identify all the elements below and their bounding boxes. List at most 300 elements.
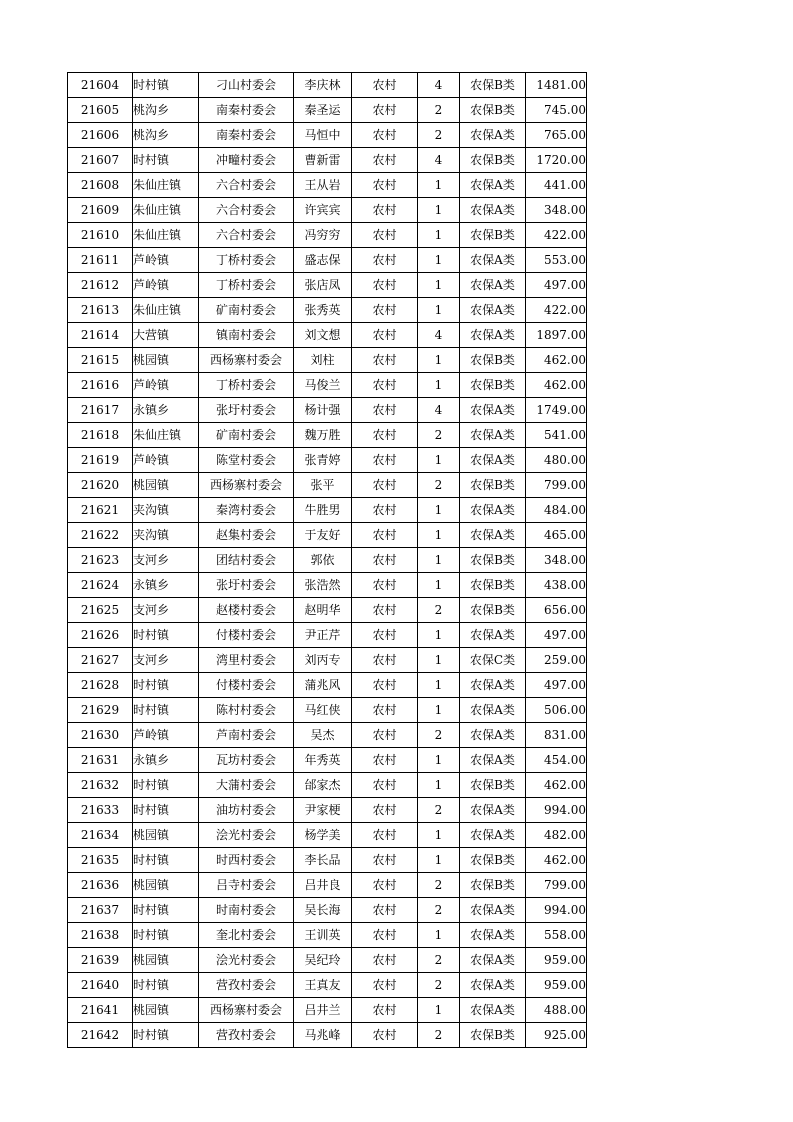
table-row	[68, 848, 587, 873]
table-row	[68, 98, 587, 123]
amount-cell: 497.00	[526, 273, 587, 298]
village-committee-cell: 大蒲村委会	[199, 773, 294, 798]
member-count-cell: 2	[418, 423, 460, 448]
amount-cell: 465.00	[526, 523, 587, 548]
village-committee-cell: 六合村委会	[199, 198, 294, 223]
row-id-cell: 21612	[68, 273, 133, 298]
insurance-category-cell: 农保A类	[460, 298, 526, 323]
person-name-cell: 于友好	[294, 523, 352, 548]
row-id-cell: 21604	[68, 73, 133, 98]
table-row	[68, 123, 587, 148]
insurance-category-cell: 农保A类	[460, 898, 526, 923]
village-committee-cell: 刁山村委会	[199, 73, 294, 98]
row-id-cell: 21634	[68, 823, 133, 848]
household-type-cell: 农村	[352, 923, 418, 948]
village-committee-cell: 矿南村委会	[199, 298, 294, 323]
person-name-cell: 李庆林	[294, 73, 352, 98]
amount-cell: 553.00	[526, 248, 587, 273]
row-id-cell: 21608	[68, 173, 133, 198]
household-type-cell: 农村	[352, 198, 418, 223]
data-table	[67, 72, 587, 1048]
household-type-cell: 农村	[352, 648, 418, 673]
insurance-category-cell: 农保A类	[460, 173, 526, 198]
insurance-category-cell: 农保A类	[460, 948, 526, 973]
insurance-category-cell: 农保B类	[460, 223, 526, 248]
insurance-category-cell: 农保B类	[460, 598, 526, 623]
village-committee-cell: 丁桥村委会	[199, 273, 294, 298]
amount-cell: 994.00	[526, 798, 587, 823]
row-id-cell: 21639	[68, 948, 133, 973]
amount-cell: 1720.00	[526, 148, 587, 173]
person-name-cell: 马恒中	[294, 123, 352, 148]
row-id-cell: 21641	[68, 998, 133, 1023]
household-type-cell: 农村	[352, 598, 418, 623]
table-row	[68, 623, 587, 648]
person-name-cell: 曹新雷	[294, 148, 352, 173]
member-count-cell: 1	[418, 173, 460, 198]
table-row	[68, 948, 587, 973]
member-count-cell: 1	[418, 623, 460, 648]
insurance-category-cell: 农保A类	[460, 923, 526, 948]
household-type-cell: 农村	[352, 523, 418, 548]
household-type-cell: 农村	[352, 398, 418, 423]
member-count-cell: 1	[418, 448, 460, 473]
insurance-category-cell: 农保B类	[460, 473, 526, 498]
member-count-cell: 1	[418, 373, 460, 398]
household-type-cell: 农村	[352, 348, 418, 373]
amount-cell: 480.00	[526, 448, 587, 473]
village-committee-cell: 西杨寨村委会	[199, 348, 294, 373]
household-type-cell: 农村	[352, 223, 418, 248]
town-cell: 时村镇	[133, 73, 199, 98]
amount-cell: 959.00	[526, 948, 587, 973]
member-count-cell: 4	[418, 148, 460, 173]
row-id-cell: 21623	[68, 548, 133, 573]
amount-cell: 422.00	[526, 298, 587, 323]
table-row	[68, 548, 587, 573]
village-committee-cell: 矿南村委会	[199, 423, 294, 448]
household-type-cell: 农村	[352, 948, 418, 973]
row-id-cell: 21636	[68, 873, 133, 898]
row-id-cell: 21618	[68, 423, 133, 448]
person-name-cell: 吕井良	[294, 873, 352, 898]
household-type-cell: 农村	[352, 823, 418, 848]
town-cell: 时村镇	[133, 698, 199, 723]
insurance-category-cell: 农保A类	[460, 523, 526, 548]
amount-cell: 484.00	[526, 498, 587, 523]
household-type-cell: 农村	[352, 173, 418, 198]
member-count-cell: 2	[418, 123, 460, 148]
member-count-cell: 1	[418, 223, 460, 248]
insurance-category-cell: 农保B类	[460, 98, 526, 123]
village-committee-cell: 六合村委会	[199, 173, 294, 198]
person-name-cell: 王训英	[294, 923, 352, 948]
household-type-cell: 农村	[352, 673, 418, 698]
insurance-category-cell: 农保A类	[460, 723, 526, 748]
row-id-cell: 21613	[68, 298, 133, 323]
town-cell: 朱仙庄镇	[133, 223, 199, 248]
person-name-cell: 尹正芹	[294, 623, 352, 648]
member-count-cell: 1	[418, 248, 460, 273]
village-committee-cell: 六合村委会	[199, 223, 294, 248]
town-cell: 永镇乡	[133, 573, 199, 598]
town-cell: 芦岭镇	[133, 248, 199, 273]
insurance-category-cell: 农保B类	[460, 1023, 526, 1048]
table-row	[68, 823, 587, 848]
insurance-category-cell: 农保A类	[460, 198, 526, 223]
town-cell: 支河乡	[133, 598, 199, 623]
town-cell: 时村镇	[133, 623, 199, 648]
person-name-cell: 刘文想	[294, 323, 352, 348]
member-count-cell: 4	[418, 323, 460, 348]
amount-cell: 831.00	[526, 723, 587, 748]
table-row	[68, 348, 587, 373]
table-row	[68, 248, 587, 273]
town-cell: 永镇乡	[133, 398, 199, 423]
amount-cell: 497.00	[526, 673, 587, 698]
member-count-cell: 1	[418, 748, 460, 773]
person-name-cell: 魏万胜	[294, 423, 352, 448]
person-name-cell: 张秀英	[294, 298, 352, 323]
member-count-cell: 1	[418, 498, 460, 523]
village-committee-cell: 奎北村委会	[199, 923, 294, 948]
village-committee-cell: 陈堂村委会	[199, 448, 294, 473]
town-cell: 朱仙庄镇	[133, 198, 199, 223]
table-row	[68, 398, 587, 423]
row-id-cell: 21605	[68, 98, 133, 123]
member-count-cell: 2	[418, 98, 460, 123]
household-type-cell: 农村	[352, 623, 418, 648]
village-committee-cell: 张圩村委会	[199, 398, 294, 423]
household-type-cell: 农村	[352, 723, 418, 748]
person-name-cell: 盛志保	[294, 248, 352, 273]
village-committee-cell: 时西村委会	[199, 848, 294, 873]
household-type-cell: 农村	[352, 973, 418, 998]
amount-cell: 541.00	[526, 423, 587, 448]
person-name-cell: 张店凤	[294, 273, 352, 298]
row-id-cell: 21619	[68, 448, 133, 473]
row-id-cell: 21617	[68, 398, 133, 423]
table-row	[68, 798, 587, 823]
town-cell: 时村镇	[133, 673, 199, 698]
town-cell: 大营镇	[133, 323, 199, 348]
row-id-cell: 21629	[68, 698, 133, 723]
amount-cell: 799.00	[526, 873, 587, 898]
household-type-cell: 农村	[352, 448, 418, 473]
person-name-cell: 王真友	[294, 973, 352, 998]
town-cell: 永镇乡	[133, 748, 199, 773]
member-count-cell: 1	[418, 273, 460, 298]
amount-cell: 1749.00	[526, 398, 587, 423]
row-id-cell: 21640	[68, 973, 133, 998]
row-id-cell: 21630	[68, 723, 133, 748]
village-committee-cell: 镇南村委会	[199, 323, 294, 348]
person-name-cell: 牛胜男	[294, 498, 352, 523]
person-name-cell: 王从岩	[294, 173, 352, 198]
person-name-cell: 马俊兰	[294, 373, 352, 398]
village-committee-cell: 赵楼村委会	[199, 598, 294, 623]
insurance-category-cell: 农保A类	[460, 398, 526, 423]
member-count-cell: 2	[418, 473, 460, 498]
town-cell: 桃园镇	[133, 873, 199, 898]
village-committee-cell: 丁桥村委会	[199, 248, 294, 273]
member-count-cell: 1	[418, 698, 460, 723]
table-row	[68, 923, 587, 948]
village-committee-cell: 秦湾村委会	[199, 498, 294, 523]
town-cell: 夹沟镇	[133, 498, 199, 523]
town-cell: 桃园镇	[133, 948, 199, 973]
row-id-cell: 21616	[68, 373, 133, 398]
town-cell: 桃沟乡	[133, 98, 199, 123]
person-name-cell: 冯穷穷	[294, 223, 352, 248]
table-row	[68, 273, 587, 298]
row-id-cell: 21620	[68, 473, 133, 498]
row-id-cell: 21642	[68, 1023, 133, 1048]
table-row	[68, 498, 587, 523]
table-row	[68, 73, 587, 98]
row-id-cell: 21610	[68, 223, 133, 248]
town-cell: 时村镇	[133, 1023, 199, 1048]
amount-cell: 1897.00	[526, 323, 587, 348]
village-committee-cell: 营孜村委会	[199, 1023, 294, 1048]
amount-cell: 765.00	[526, 123, 587, 148]
town-cell: 支河乡	[133, 548, 199, 573]
member-count-cell: 2	[418, 723, 460, 748]
village-committee-cell: 油坊村委会	[199, 798, 294, 823]
row-id-cell: 21622	[68, 523, 133, 548]
insurance-category-cell: 农保A类	[460, 498, 526, 523]
amount-cell: 462.00	[526, 848, 587, 873]
household-type-cell: 农村	[352, 423, 418, 448]
amount-cell: 259.00	[526, 648, 587, 673]
amount-cell: 488.00	[526, 998, 587, 1023]
village-committee-cell: 时南村委会	[199, 898, 294, 923]
insurance-category-cell: 农保C类	[460, 648, 526, 673]
insurance-category-cell: 农保B类	[460, 373, 526, 398]
person-name-cell: 邰家杰	[294, 773, 352, 798]
amount-cell: 959.00	[526, 973, 587, 998]
insurance-category-cell: 农保B类	[460, 773, 526, 798]
member-count-cell: 1	[418, 998, 460, 1023]
row-id-cell: 21626	[68, 623, 133, 648]
amount-cell: 497.00	[526, 623, 587, 648]
member-count-cell: 2	[418, 948, 460, 973]
village-committee-cell: 赵集村委会	[199, 523, 294, 548]
row-id-cell: 21625	[68, 598, 133, 623]
insurance-category-cell: 农保A类	[460, 673, 526, 698]
table-row	[68, 648, 587, 673]
person-name-cell: 杨计强	[294, 398, 352, 423]
household-type-cell: 农村	[352, 798, 418, 823]
village-committee-cell: 张圩村委会	[199, 573, 294, 598]
amount-cell: 656.00	[526, 598, 587, 623]
town-cell: 朱仙庄镇	[133, 423, 199, 448]
village-committee-cell: 南秦村委会	[199, 123, 294, 148]
person-name-cell: 张浩然	[294, 573, 352, 598]
household-type-cell: 农村	[352, 498, 418, 523]
household-type-cell: 农村	[352, 248, 418, 273]
table-row	[68, 598, 587, 623]
member-count-cell: 1	[418, 773, 460, 798]
insurance-category-cell: 农保A类	[460, 123, 526, 148]
table-row	[68, 323, 587, 348]
amount-cell: 441.00	[526, 173, 587, 198]
village-committee-cell: 南秦村委会	[199, 98, 294, 123]
member-count-cell: 1	[418, 198, 460, 223]
person-name-cell: 秦圣运	[294, 98, 352, 123]
person-name-cell: 蒲兆风	[294, 673, 352, 698]
town-cell: 桃园镇	[133, 823, 199, 848]
row-id-cell: 21627	[68, 648, 133, 673]
household-type-cell: 农村	[352, 73, 418, 98]
household-type-cell: 农村	[352, 898, 418, 923]
amount-cell: 454.00	[526, 748, 587, 773]
village-committee-cell: 付楼村委会	[199, 673, 294, 698]
member-count-cell: 4	[418, 398, 460, 423]
household-type-cell: 农村	[352, 323, 418, 348]
village-committee-cell: 湾里村委会	[199, 648, 294, 673]
insurance-category-cell: 农保A类	[460, 273, 526, 298]
table-row	[68, 473, 587, 498]
row-id-cell: 21615	[68, 348, 133, 373]
table-row	[68, 873, 587, 898]
town-cell: 时村镇	[133, 148, 199, 173]
row-id-cell: 21621	[68, 498, 133, 523]
member-count-cell: 1	[418, 298, 460, 323]
household-type-cell: 农村	[352, 848, 418, 873]
household-type-cell: 农村	[352, 98, 418, 123]
member-count-cell: 1	[418, 673, 460, 698]
table-row	[68, 173, 587, 198]
member-count-cell: 4	[418, 73, 460, 98]
town-cell: 芦岭镇	[133, 373, 199, 398]
insurance-category-cell: 农保B类	[460, 348, 526, 373]
insurance-category-cell: 农保B类	[460, 548, 526, 573]
person-name-cell: 杨学美	[294, 823, 352, 848]
amount-cell: 462.00	[526, 373, 587, 398]
insurance-category-cell: 农保B类	[460, 148, 526, 173]
amount-cell: 925.00	[526, 1023, 587, 1048]
household-type-cell: 农村	[352, 873, 418, 898]
member-count-cell: 1	[418, 823, 460, 848]
insurance-category-cell: 农保A类	[460, 698, 526, 723]
household-type-cell: 农村	[352, 773, 418, 798]
row-id-cell: 21638	[68, 923, 133, 948]
amount-cell: 348.00	[526, 198, 587, 223]
town-cell: 时村镇	[133, 973, 199, 998]
member-count-cell: 2	[418, 1023, 460, 1048]
table-row	[68, 898, 587, 923]
household-type-cell: 农村	[352, 373, 418, 398]
village-committee-cell: 浍光村委会	[199, 823, 294, 848]
person-name-cell: 尹家梗	[294, 798, 352, 823]
member-count-cell: 2	[418, 798, 460, 823]
insurance-category-cell: 农保B类	[460, 848, 526, 873]
town-cell: 桃沟乡	[133, 123, 199, 148]
amount-cell: 462.00	[526, 348, 587, 373]
amount-cell: 462.00	[526, 773, 587, 798]
town-cell: 桃园镇	[133, 473, 199, 498]
table-row	[68, 373, 587, 398]
amount-cell: 799.00	[526, 473, 587, 498]
insurance-category-cell: 农保A类	[460, 423, 526, 448]
table-row	[68, 523, 587, 548]
amount-cell: 348.00	[526, 548, 587, 573]
member-count-cell: 1	[418, 573, 460, 598]
household-type-cell: 农村	[352, 548, 418, 573]
row-id-cell: 21628	[68, 673, 133, 698]
town-cell: 桃园镇	[133, 348, 199, 373]
table-row	[68, 773, 587, 798]
person-name-cell: 吴长海	[294, 898, 352, 923]
row-id-cell: 21633	[68, 798, 133, 823]
village-committee-cell: 西杨寨村委会	[199, 998, 294, 1023]
table-row	[68, 573, 587, 598]
member-count-cell: 1	[418, 648, 460, 673]
table-row	[68, 998, 587, 1023]
table-row	[68, 723, 587, 748]
insurance-category-cell: 农保A类	[460, 448, 526, 473]
table-row	[68, 198, 587, 223]
household-type-cell: 农村	[352, 1023, 418, 1048]
household-type-cell: 农村	[352, 998, 418, 1023]
member-count-cell: 1	[418, 848, 460, 873]
member-count-cell: 1	[418, 548, 460, 573]
table-row	[68, 673, 587, 698]
town-cell: 时村镇	[133, 923, 199, 948]
row-id-cell: 21631	[68, 748, 133, 773]
town-cell: 支河乡	[133, 648, 199, 673]
town-cell: 夹沟镇	[133, 523, 199, 548]
village-committee-cell: 营孜村委会	[199, 973, 294, 998]
town-cell: 桃园镇	[133, 998, 199, 1023]
person-name-cell: 吴纪玲	[294, 948, 352, 973]
table-body	[68, 73, 587, 1048]
town-cell: 朱仙庄镇	[133, 173, 199, 198]
member-count-cell: 1	[418, 523, 460, 548]
amount-cell: 438.00	[526, 573, 587, 598]
village-committee-cell: 西杨寨村委会	[199, 473, 294, 498]
town-cell: 朱仙庄镇	[133, 298, 199, 323]
person-name-cell: 刘柱	[294, 348, 352, 373]
insurance-category-cell: 农保A类	[460, 323, 526, 348]
row-id-cell: 21606	[68, 123, 133, 148]
table-row	[68, 973, 587, 998]
insurance-category-cell: 农保A类	[460, 973, 526, 998]
amount-cell: 506.00	[526, 698, 587, 723]
row-id-cell: 21635	[68, 848, 133, 873]
household-type-cell: 农村	[352, 298, 418, 323]
row-id-cell: 21632	[68, 773, 133, 798]
person-name-cell: 张平	[294, 473, 352, 498]
row-id-cell: 21637	[68, 898, 133, 923]
person-name-cell: 赵明华	[294, 598, 352, 623]
household-type-cell: 农村	[352, 748, 418, 773]
household-type-cell: 农村	[352, 148, 418, 173]
village-committee-cell: 瓦坊村委会	[199, 748, 294, 773]
household-type-cell: 农村	[352, 123, 418, 148]
insurance-category-cell: 农保A类	[460, 248, 526, 273]
table-row	[68, 748, 587, 773]
row-id-cell: 21607	[68, 148, 133, 173]
insurance-category-cell: 农保A类	[460, 998, 526, 1023]
town-cell: 芦岭镇	[133, 273, 199, 298]
person-name-cell: 吕井兰	[294, 998, 352, 1023]
row-id-cell: 21614	[68, 323, 133, 348]
village-committee-cell: 芦南村委会	[199, 723, 294, 748]
amount-cell: 1481.00	[526, 73, 587, 98]
member-count-cell: 2	[418, 873, 460, 898]
